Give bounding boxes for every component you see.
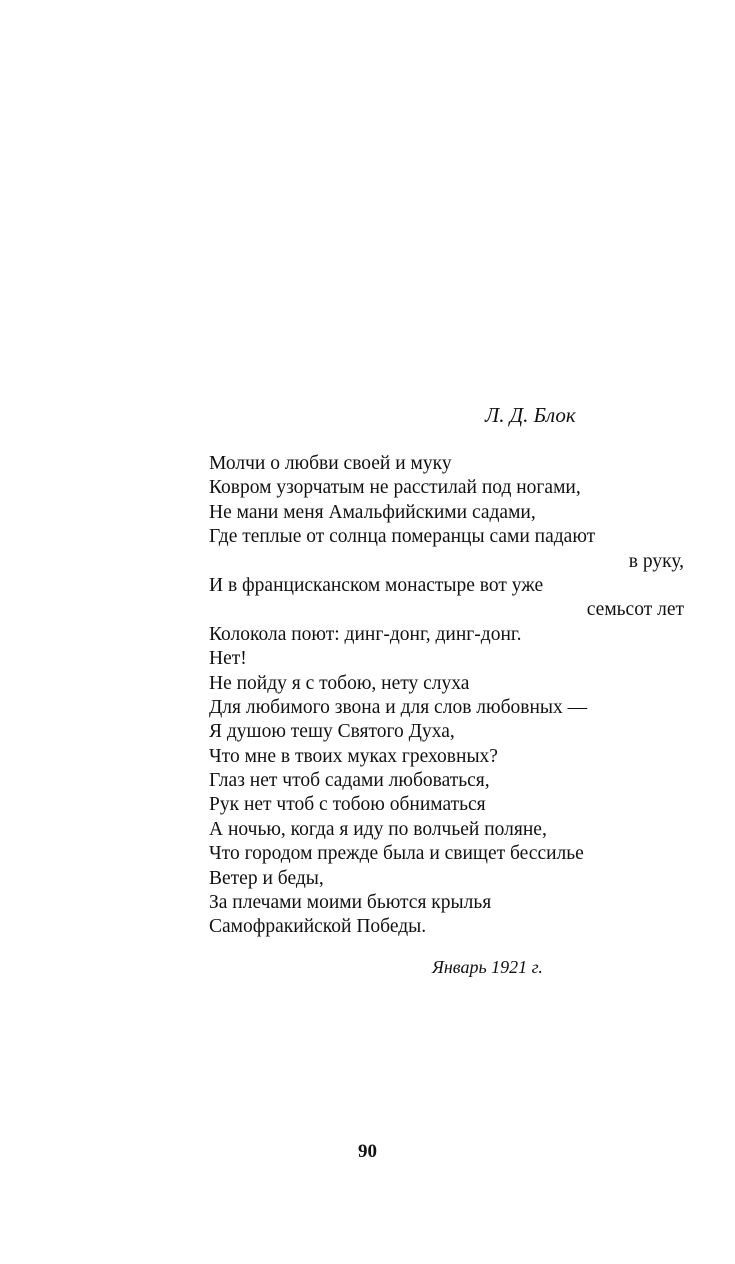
poem-line: Не мани меня Амальфийскими садами, [209,501,536,523]
poem-line: Нет! [209,648,247,670]
poem-line-continuation: семьсот лет [586,599,684,621]
page-number: 90 [358,1141,377,1162]
poem-line: Ветер и беды, [209,867,324,889]
poem-line: И в францисканском монастыре вот уже [209,574,544,596]
poem-line: Где теплые от солнца померанцы сами падают [209,526,596,548]
poem-line: Рук нет чтоб с тобою обниматься [209,794,486,816]
poem-line: Глаз нет чтоб садами любоваться, [209,770,490,792]
poem-line: За плечами моими бьются крылья [209,892,492,914]
dedication: Л. Д. Блок [485,403,576,427]
poem-line: Что мне в твоих муках греховных? [209,745,498,767]
poem-line: А ночью, когда я иду по волчьей поляне, [209,818,547,840]
poem-line: Не пойду я с тобою, нету слуха [209,672,470,694]
poem-line: Я душою тешу Святого Духа, [209,721,455,743]
poem-line: Колокола поют: динг-донг, динг-донг. [209,623,522,645]
poem-line: Самофракийской Победы. [209,916,427,938]
poem-line: Молчи о любви своей и муку [209,453,452,474]
poem-line: Для любимого звона и для слов любовных — [209,696,588,718]
poem-line: Ковром узорчатым не расстилай под ногами, [209,477,581,499]
poem-line-continuation: в руку, [628,550,684,572]
poem [209,452,684,940]
poem-date: Январь 1921 г. [432,957,543,977]
poem-line: Что городом прежде была и свищет бессилье [209,843,584,865]
